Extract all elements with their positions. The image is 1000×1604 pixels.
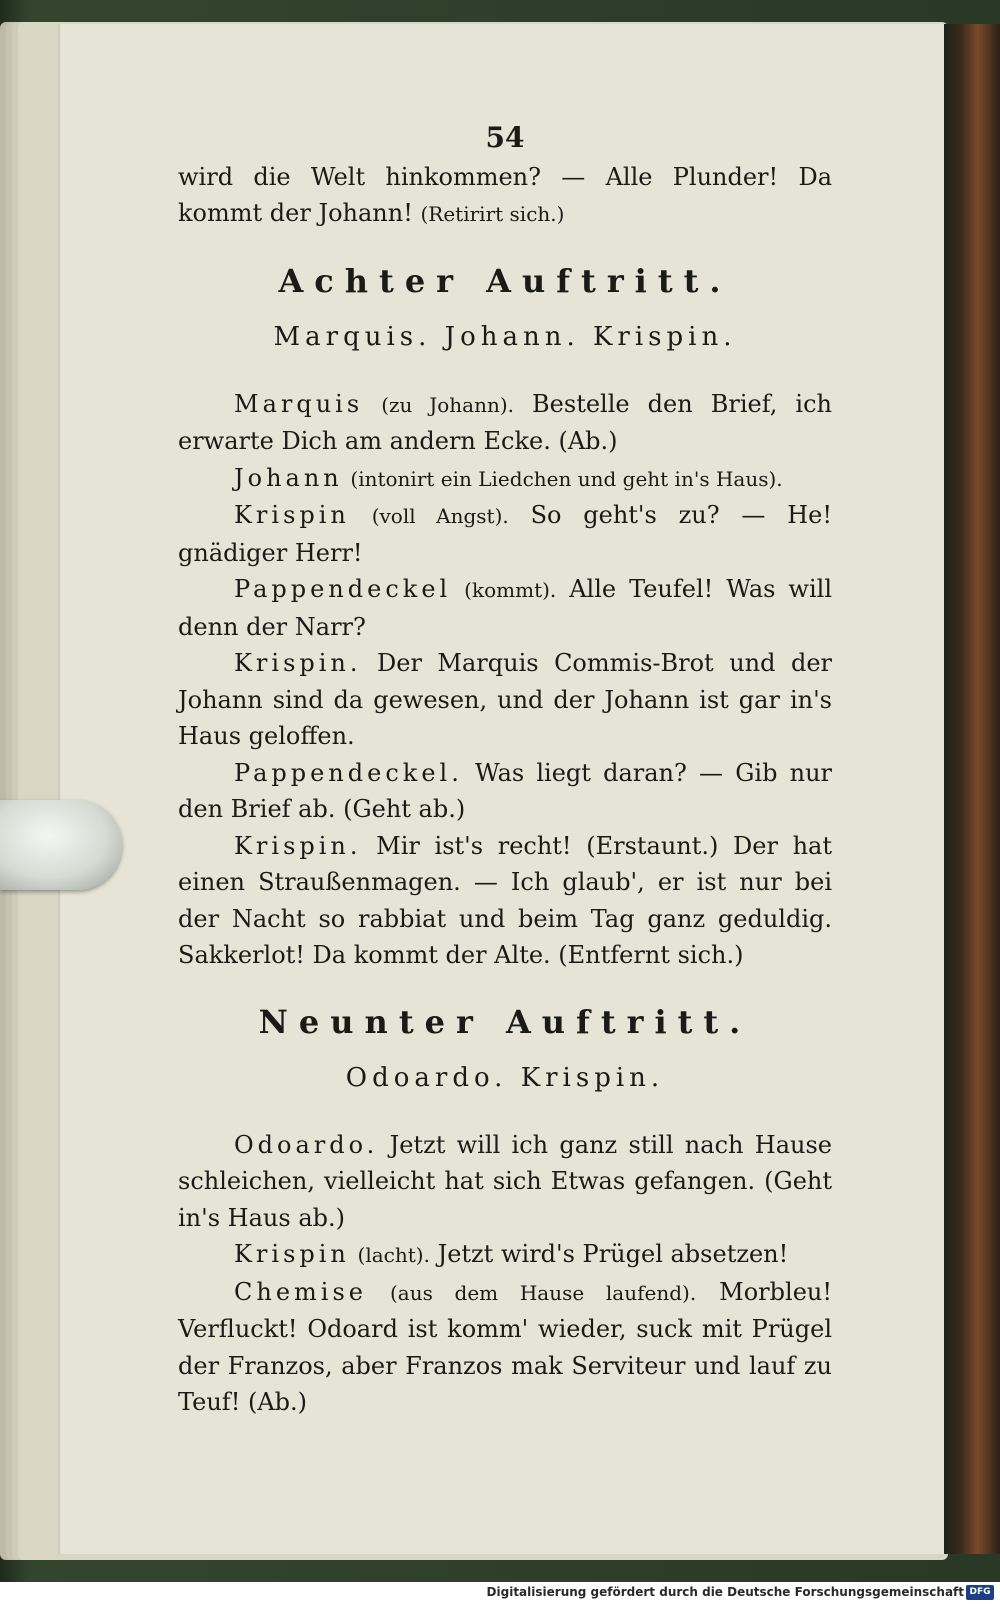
dialogue-line <box>178 1274 832 1421</box>
dialogue-line <box>178 497 832 571</box>
speaker: Pappendeckel. <box>234 758 463 787</box>
speaker: Krispin. <box>234 649 362 677</box>
stage-direction: (kommt). <box>464 578 557 602</box>
dialogue-text: Jetzt will ich ganz still nach Hause schleichen, vielleicht hat sich Etwas gefangen. (Geht in's Haus ab.) <box>178 1130 832 1232</box>
page-text <box>178 120 832 1421</box>
speaker: Johann <box>234 463 343 492</box>
speaker: Krispin <box>234 501 350 529</box>
dialogue-text: Alle Teufel! Was will denn der Narr? <box>178 575 832 641</box>
dialogue-line <box>178 828 832 974</box>
facing-page-edge <box>944 24 1000 1554</box>
stage-direction: (voll Angst). <box>371 504 509 528</box>
opening-direction: (Retirirt sich.) <box>420 202 565 226</box>
dialogue-line <box>178 386 832 460</box>
stage-direction: (zu Johann). <box>381 392 514 417</box>
dialogue-line <box>178 755 832 828</box>
opening-line <box>178 159 832 233</box>
stage-direction: (intonirt ein Liedchen und geht in's Haus). <box>350 466 783 491</box>
cast-list-9: Odoardo. Krispin. <box>345 1063 665 1093</box>
dialogue-line <box>178 460 832 498</box>
opening-text: wird die Welt hinkommen? — Alle Plunder! Da kommt der Johann! <box>178 162 832 227</box>
page-number: 54 <box>485 121 525 154</box>
scene-heading-8: Achter Auftritt. <box>278 261 732 300</box>
scene-heading-9: Neunter Auftritt. <box>258 1002 752 1041</box>
dialogue-text: Was liegt daran? — Gib nur den Brief ab. (Geht ab.) <box>178 758 832 823</box>
speaker: Pappendeckel <box>234 575 452 603</box>
speaker: Marquis <box>234 389 364 418</box>
stage-direction: (aus dem Hause laufend). <box>389 1280 697 1305</box>
dialogue-text: Jetzt wird's Prügel absetzen! <box>429 1240 789 1268</box>
dialogue-line <box>178 571 832 645</box>
footer-credit: Digitalisierung gefördert durch die Deutsche Forschungsgemeinschaft <box>486 1585 964 1599</box>
stage-direction: (lacht). <box>357 1243 430 1267</box>
speaker: Krispin. <box>234 831 362 860</box>
dialogue-text: So geht's zu? — He! gnädiger Herr! <box>178 501 832 567</box>
dialogue-text: Bestelle den Brief, ich erwarte Dich am andern Ecke. (Ab.) <box>178 389 832 455</box>
dialogue-text: Mir ist's recht! (Erstaunt.) Der hat einen Straußenmagen. — Ich glaub', er ist nur bei der Nacht so rabbiat und beim Tag ganz geduldig. Sakkerlot! Da kommt der Alte. (Entfernt sich.) <box>178 831 832 969</box>
footer-bar <box>0 1582 1000 1604</box>
speaker: Chemise <box>234 1277 367 1306</box>
dialogue-line <box>178 1127 832 1237</box>
dialogue-line <box>178 645 832 755</box>
dialogue-text: Morbleu! Verfluckt! Odoard ist komm' wieder, suck mit Prügel der Franzos, aber Franzos mak Serviteur und lauf zu Teuf! (Ab.) <box>178 1277 832 1416</box>
dfg-logo: DFG <box>966 1585 994 1600</box>
cast-list-8: Marquis. Johann. Krispin. <box>273 322 737 352</box>
dialogue-line <box>178 1236 832 1274</box>
page-tab-marker <box>0 800 122 890</box>
speaker: Odoardo. <box>234 1130 379 1159</box>
dialogue-text: Der Marquis Commis-Brot und der Johann sind da gewesen, und der Johann ist gar in's Haus geloffen. <box>178 649 832 750</box>
speaker: Krispin <box>234 1240 350 1268</box>
